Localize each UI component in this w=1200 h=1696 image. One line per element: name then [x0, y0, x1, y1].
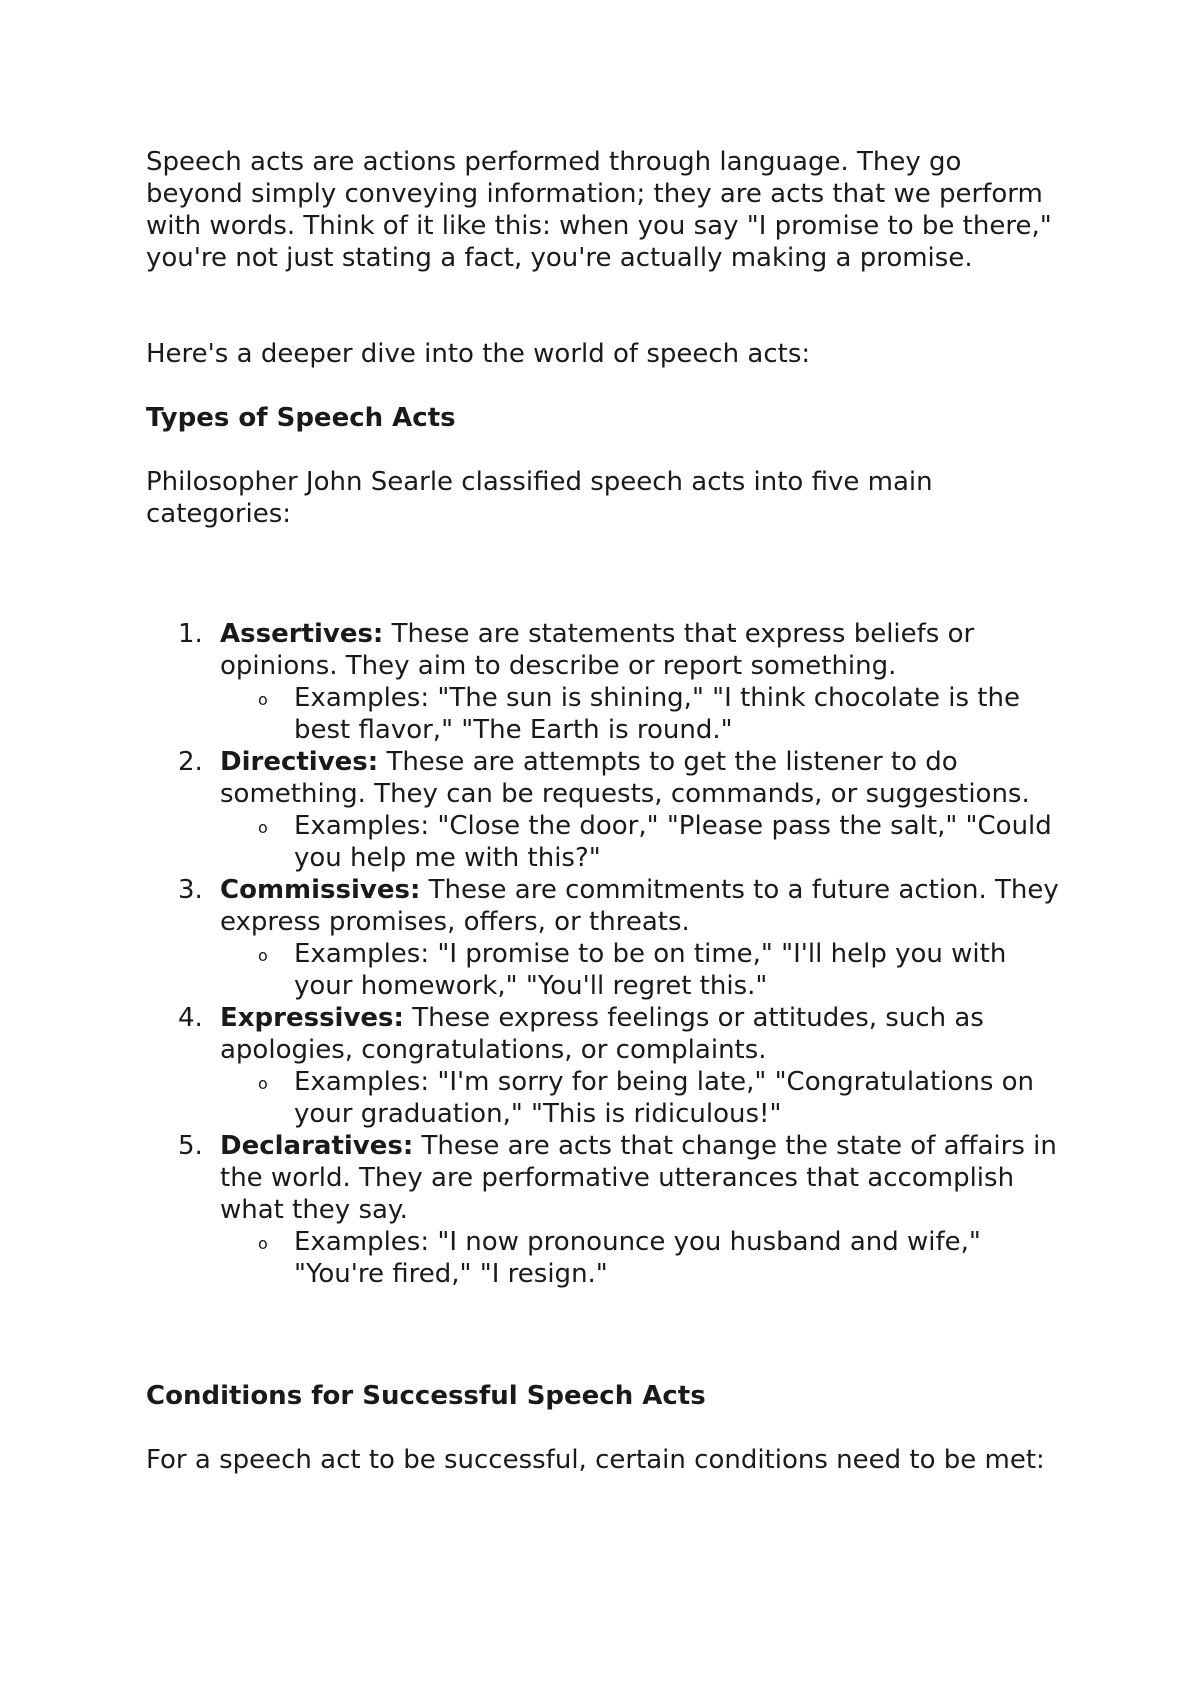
list-number: 3. [178, 875, 203, 905]
circle-bullet-icon: o [258, 690, 268, 709]
term-label: Directives: [220, 747, 379, 777]
example-text: Examples: "I now pronounce you husband and wife," "You're fired," "I resign." [294, 1227, 981, 1289]
term-description: These are acts that change the state of affairs in the world. They are performative utterances that accomplish what they say. [220, 1131, 1057, 1225]
example-text: Examples: "I promise to be on time," "I'll help you with your homework," "You'll regret this." [294, 939, 1007, 1001]
circle-bullet-icon: o [258, 1234, 268, 1253]
searle-paragraph: Philosopher John Searle classified speech acts into five main categories: [146, 467, 933, 529]
example-list [220, 1066, 1066, 1130]
list-item [146, 1002, 1066, 1130]
list-number: 5. [178, 1131, 203, 1161]
example-item [220, 1226, 1066, 1290]
list-number: 4. [178, 1003, 203, 1033]
term-description: These are attempts to get the listener to do something. They can be requests, commands, or suggestions. [220, 747, 1030, 809]
example-text: Examples: "Close the door," "Please pass the salt," "Could you help me with this?" [294, 811, 1052, 873]
term-description: These express feelings or attitudes, such as apologies, congratulations, or complaints. [220, 1003, 984, 1065]
intro-paragraph: Speech acts are actions performed through language. They go beyond simply conveying information; they are acts that we perform with words. Think of it like this: when you say "I promise to be there," you're not just stating a fact, you're actually making a promise. [146, 147, 1052, 273]
conditions-heading: Conditions for Successful Speech Acts [146, 1381, 706, 1411]
term-description: These are statements that express beliefs or opinions. They aim to describe or report something. [220, 619, 975, 681]
example-list [220, 682, 1066, 746]
example-item [220, 1066, 1066, 1130]
example-item [220, 810, 1066, 874]
example-list [220, 810, 1066, 874]
lead-paragraph: Here's a deeper dive into the world of speech acts: [146, 339, 811, 369]
list-item [146, 1130, 1066, 1290]
list-item [146, 746, 1066, 874]
example-text: Examples: "I'm sorry for being late," "Congratulations on your graduation," "This is ridiculous!" [294, 1067, 1035, 1129]
term-label: Expressives: [220, 1003, 404, 1033]
circle-bullet-icon: o [258, 1074, 268, 1093]
example-text: Examples: "The sun is shining," "I think chocolate is the best flavor," "The Earth is round." [294, 683, 1020, 745]
example-list [220, 938, 1066, 1002]
speech-acts-list [146, 618, 1066, 1290]
term-label: Declaratives: [220, 1131, 414, 1161]
list-item [146, 618, 1066, 746]
conditions-paragraph: For a speech act to be successful, certain conditions need to be met: [146, 1445, 1045, 1475]
term-description: These are commitments to a future action. They express promises, offers, or threats. [220, 875, 1059, 937]
circle-bullet-icon: o [258, 818, 268, 837]
example-item [220, 938, 1066, 1002]
list-number: 1. [178, 619, 203, 649]
circle-bullet-icon: o [258, 946, 268, 965]
example-item [220, 682, 1066, 746]
list-number: 2. [178, 747, 203, 777]
term-label: Commissives: [220, 875, 421, 905]
types-heading: Types of Speech Acts [146, 403, 456, 433]
term-label: Assertives: [220, 619, 384, 649]
example-list [220, 1226, 1066, 1290]
list-item [146, 874, 1066, 1002]
